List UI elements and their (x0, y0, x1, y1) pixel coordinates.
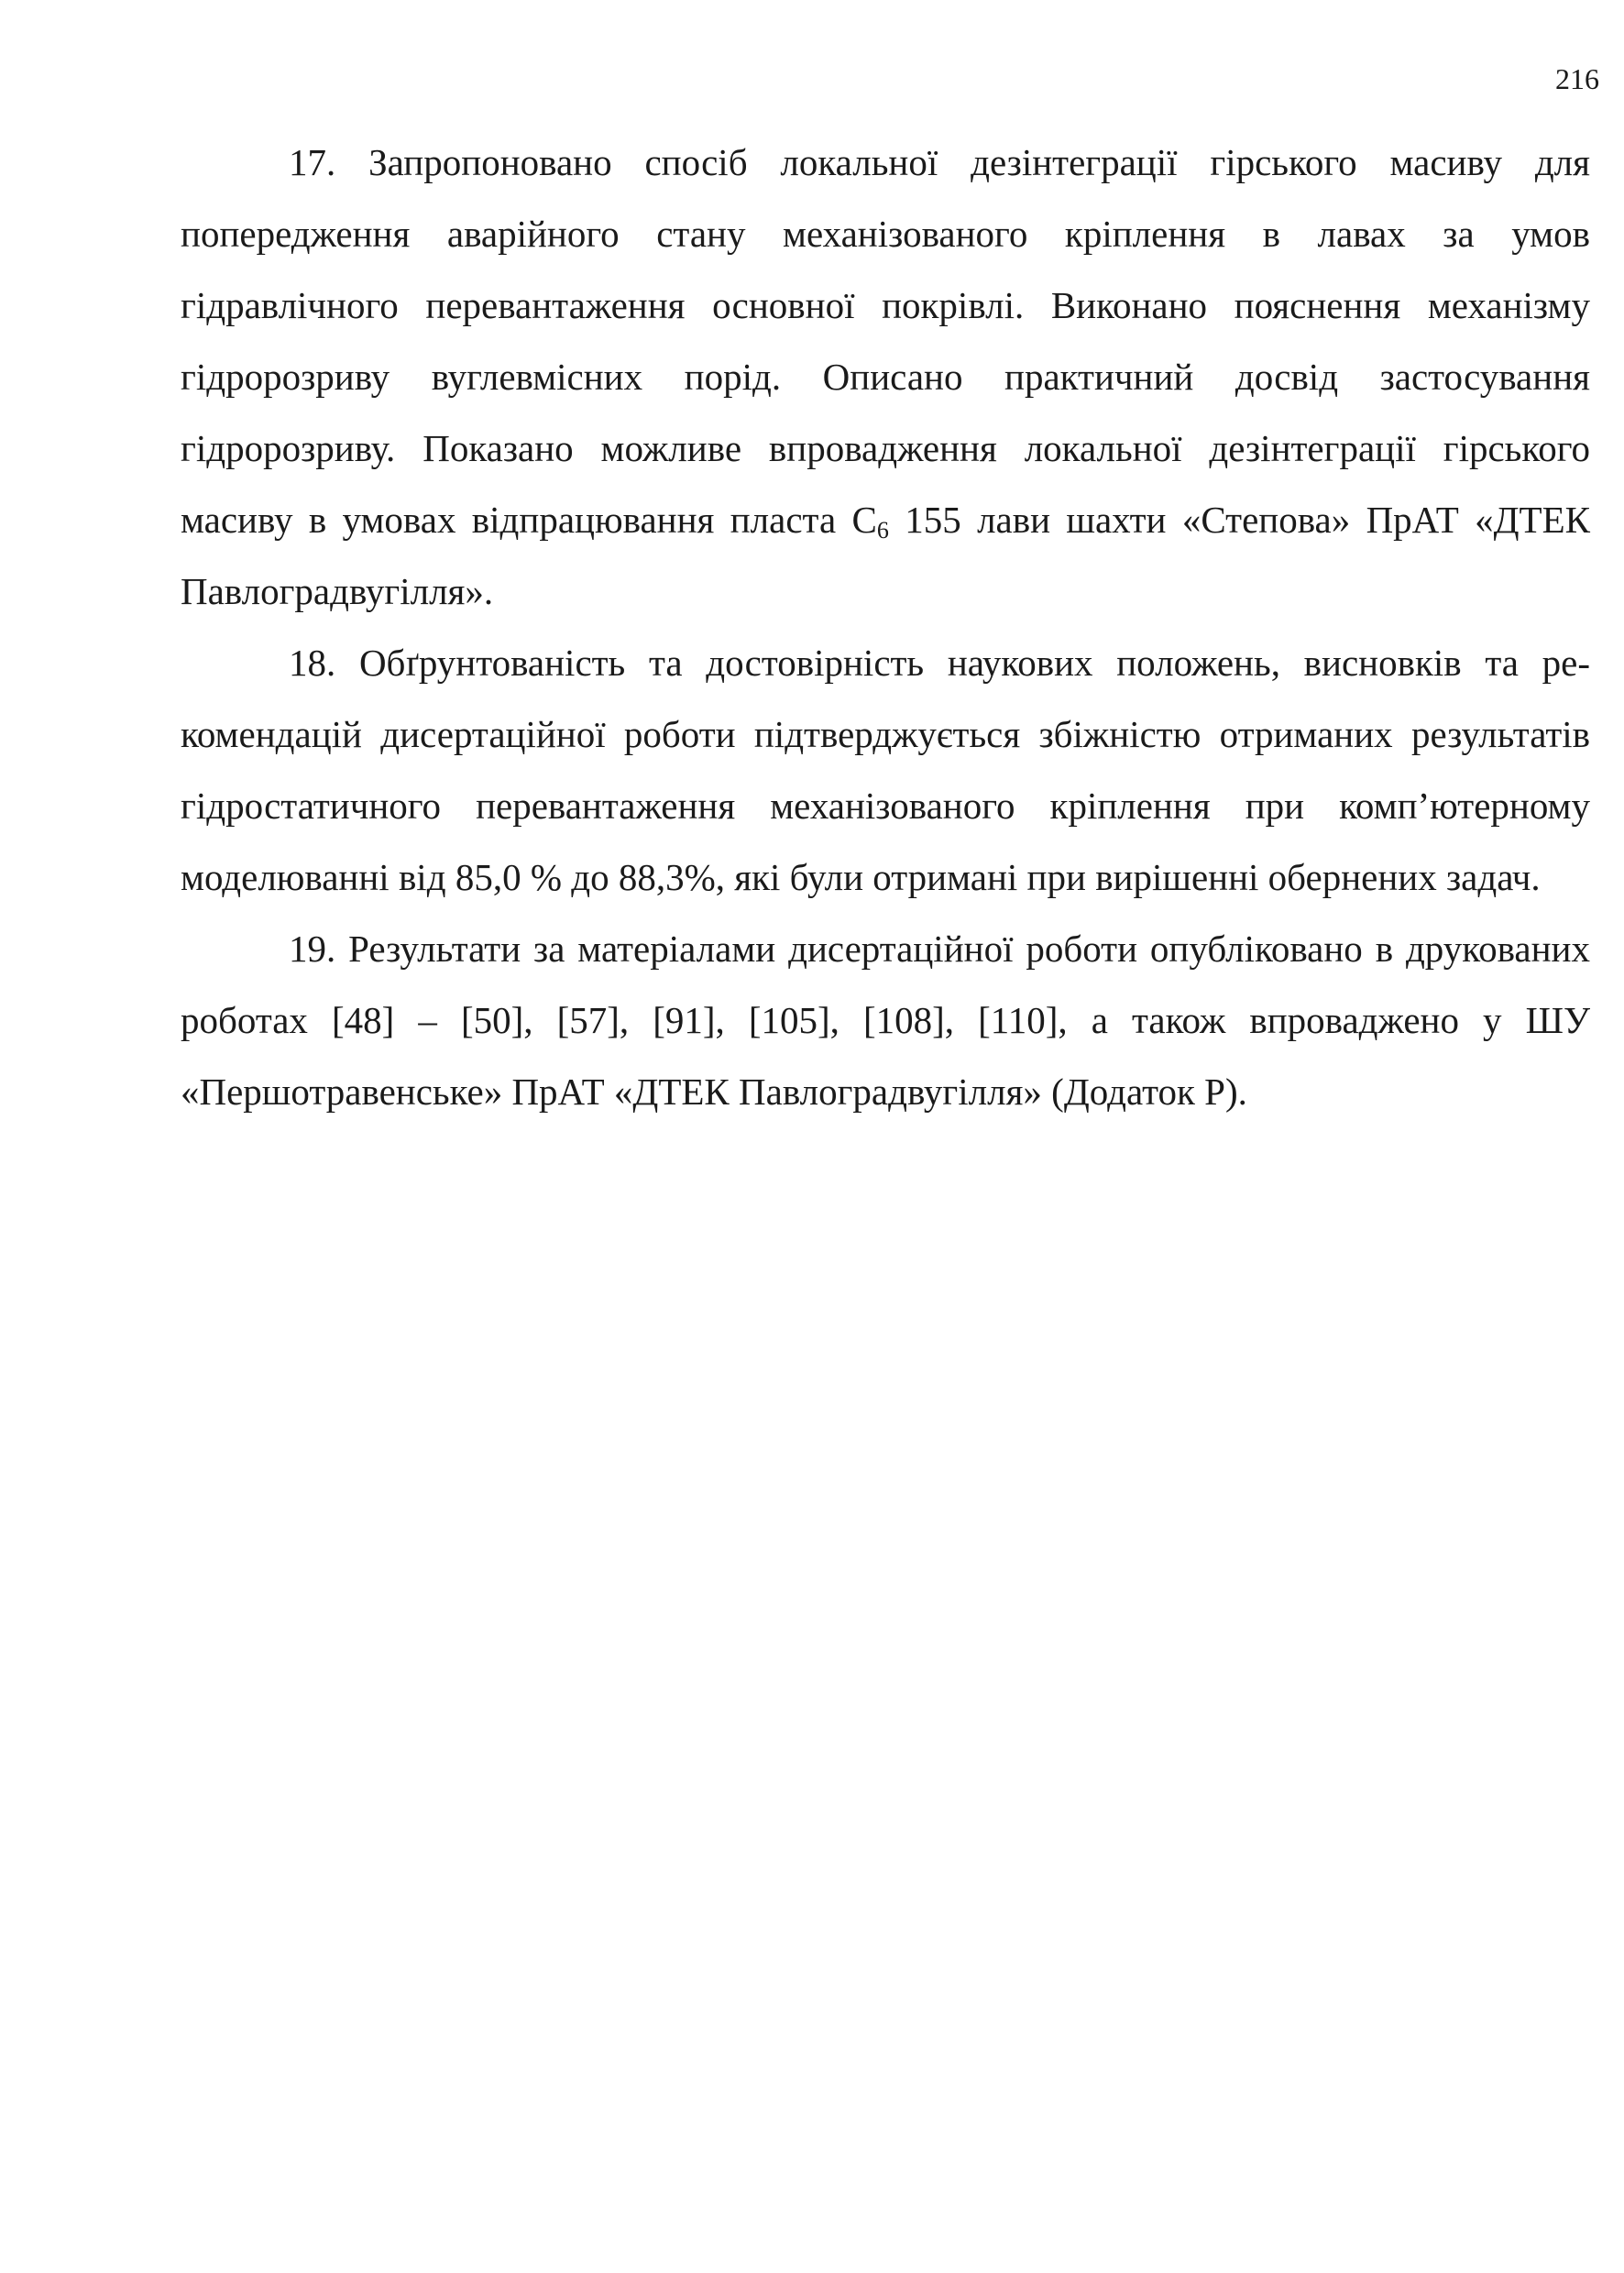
page-number: 216 (1555, 62, 1599, 95)
paragraph-17-text-end: 155 лави шахти «Степова» ПрАТ «ДТЕК Павлоградвугілля». (181, 499, 1590, 612)
paragraph-18: 18. Обґрунтованість та достовірність наукових положень, висновків та рекомендацій дисертаційної роботи підтверджується збіжністю отриманих результатів гідростатичного перевантаження механізованого кріплення при комп’ютерному моделюванні від 85,0 % до 88,3%, які були отримані при вирішенні обернених задач. (181, 642, 1590, 898)
paragraph-17-text: 17. Запропоновано спосіб локальної дезінтеграції гірського масиву для попередження аварійного стану механізованого кріплення в лавах за умов гідравлічного перевантаження основної покрівлі. Виконано пояснення механізму гідророзриву вуглевмісних порід. Описано практичний досвід застосування гідророзриву. Показано можливе впровадження локальної дезінтеграції гірського масиву в умовах відпрацювання пласта С (181, 141, 1590, 541)
seam-subscript: 6 (876, 517, 889, 544)
paragraph-17 (181, 126, 1590, 627)
paragraph-19: 19. Результати за матеріалами дисертаційної роботи опубліковано в друкованих роботах [48] – [50], [57], [91], [105], [108], [110], а також впроваджено у ШУ «Першотравенське» ПрАТ «ДТЕК Павлоградвугілля» (Додаток Р). (181, 928, 1590, 1113)
document-body (181, 126, 1590, 1127)
